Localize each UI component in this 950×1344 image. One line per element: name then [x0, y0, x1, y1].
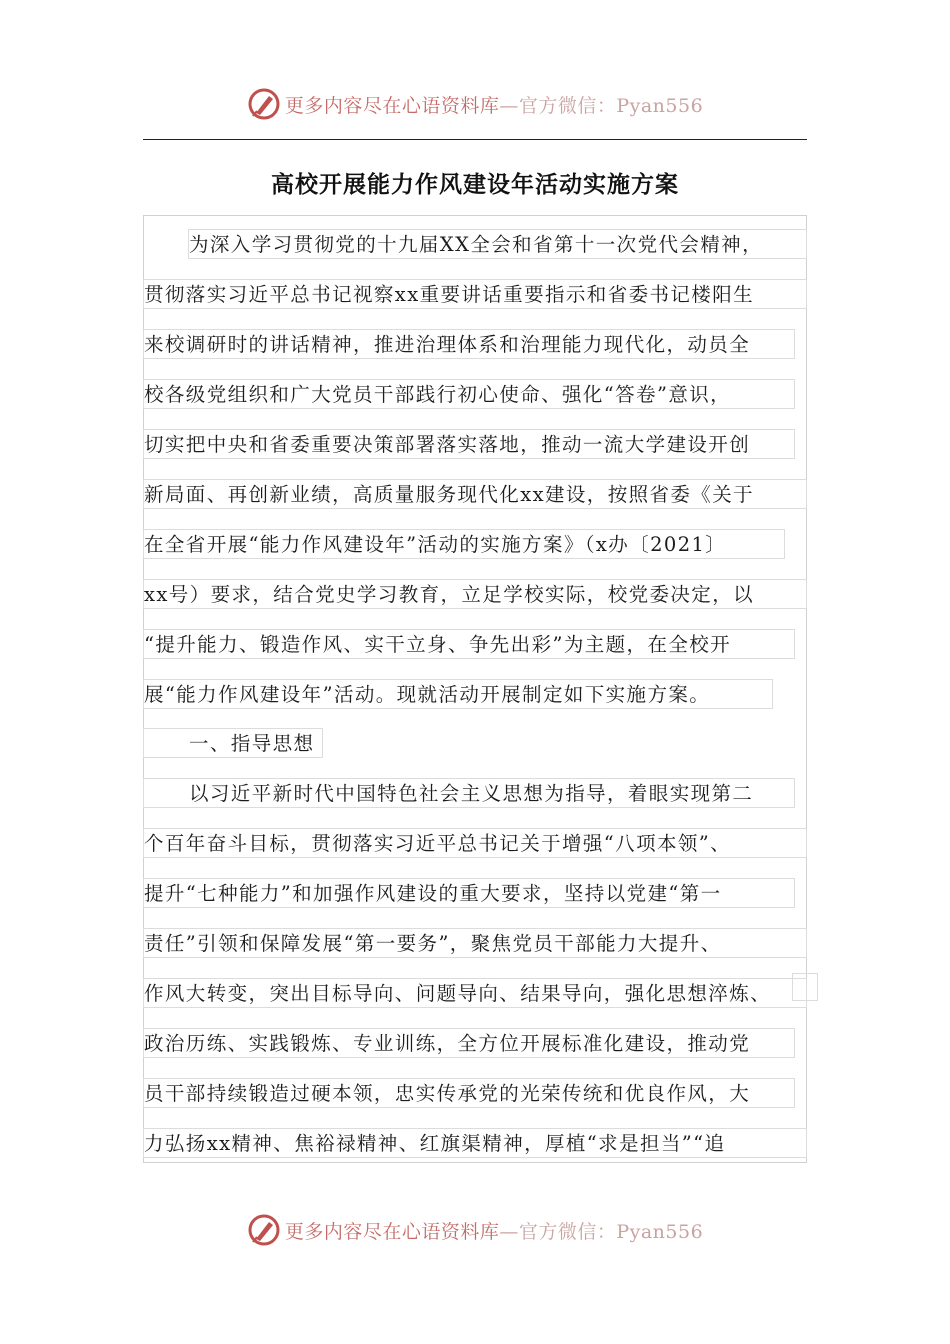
banner-text: 更多内容尽在心语资料库—官方微信：Pyan556 [284, 94, 704, 117]
text-line: 责任”引领和保障发展“第一要务”，聚焦党员干部能力大提升、 [143, 928, 807, 958]
text-line: 政治历练、实践锻炼、专业训练，全方位开展标准化建设，推动党 [143, 1028, 795, 1058]
text-line: 在全省开展“能力作风建设年”活动的实施方案》（x办〔2021〕 [143, 529, 785, 559]
document-title: 高校开展能力作风建设年活动实施方案 [271, 172, 679, 198]
header-divider [143, 139, 807, 140]
text-line: 提升“七种能力”和加强作风建设的重大要求，坚持以党建“第一 [143, 878, 795, 908]
text-line: 展“能力作风建设年”活动。现就活动开展制定如下实施方案。 [143, 679, 773, 709]
text-line: 新局面、再创新业绩，高质量服务现代化xx建设，按照省委《关于 [143, 479, 807, 509]
pen-nib-logo-icon [247, 1213, 281, 1247]
pen-nib-logo-icon [247, 87, 281, 121]
text-line: “提升能力、锻造作风、实干立身、争先出彩”为主题，在全校开 [143, 629, 795, 659]
text-line: xx号）要求，结合党史学习教育，立足学校实际，校党委决定，以 [143, 579, 807, 609]
text-line: 以习近平新时代中国特色社会主义思想为指导，着眼实现第二 [143, 778, 795, 808]
footer-banner [0, 1208, 950, 1252]
text-line: 员干部持续锻造过硬本领，忠实传承党的光荣传统和优良作风，大 [143, 1078, 795, 1108]
banner-text: 更多内容尽在心语资料库—官方微信：Pyan556 [284, 1220, 704, 1243]
text-line: 作风大转变，突出目标导向、问题导向、结果导向，强化思想淬炼、 [143, 978, 807, 1008]
text-line: 校各级党组织和广大党员干部践行初心使命、强化“答卷”意识， [143, 379, 795, 409]
header-banner [0, 82, 950, 126]
section-heading: 一、指导思想 [143, 728, 323, 758]
text-line: 为深入学习贯彻党的十九届XX全会和省第十一次党代会精神， [188, 229, 807, 259]
text-line: 贯彻落实习近平总书记视察xx重要讲话重要指示和省委书记楼阳生 [143, 279, 807, 309]
overflow-box [792, 973, 818, 1001]
text-line: 力弘扬xx精神、焦裕禄精神、红旗渠精神，厚植“求是担当”“追 [143, 1128, 807, 1158]
text-line: 个百年奋斗目标，贯彻落实习近平总书记关于增强“八项本领”、 [143, 828, 807, 858]
text-line: 来校调研时的讲话精神，推进治理体系和治理能力现代化，动员全 [143, 329, 795, 359]
text-line: 切实把中央和省委重要决策部署落实落地，推动一流大学建设开创 [143, 429, 795, 459]
